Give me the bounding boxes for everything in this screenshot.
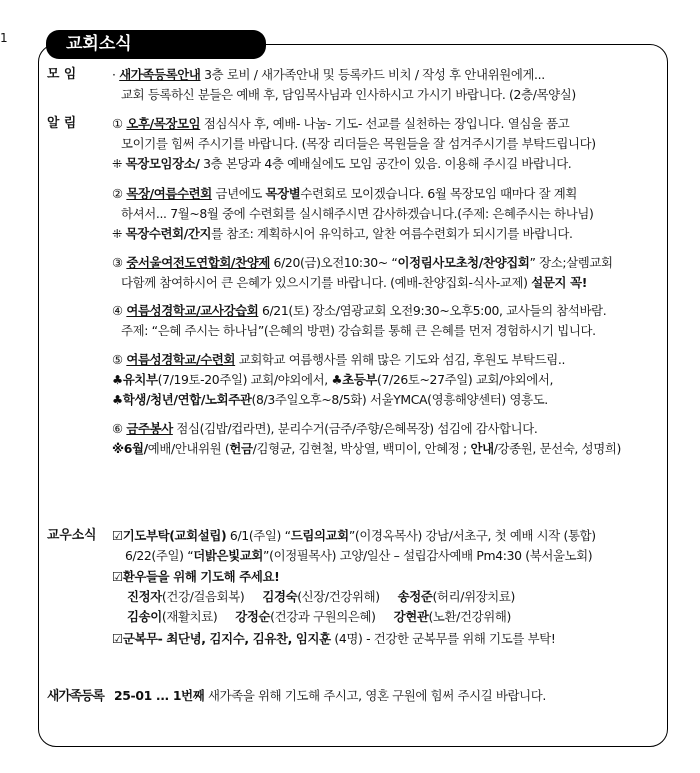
notice-3-title: 중서울여전도연합회/찬양제 — [126, 255, 270, 270]
news-text-1: 6/1(주일) “ — [226, 528, 291, 543]
patients-line-1 — [127, 587, 515, 607]
notice-1-line-2: 모이기를 힘써 주시기를 바랍니다. (목장 리더들은 목원들을 잘 섬겨주시기를 부탁드립니다) — [121, 136, 596, 151]
notice-1-line-1 — [112, 114, 569, 134]
elementary-text: (7/26토~27주일) 교회/야외에서, — [377, 372, 554, 387]
notice-5-number: ⑤ — [112, 352, 123, 367]
patient-name: 진정자 — [127, 589, 162, 604]
guide-names: /강종원, 문선숙, 성명희) — [493, 441, 621, 456]
notice-6-number: ⑥ — [112, 421, 123, 436]
patients-line-2 — [127, 607, 511, 627]
notice-6-line-1 — [112, 419, 538, 439]
patient-note: (재활치료) — [161, 609, 218, 624]
notice-1-title: 오후/목장모임 — [126, 116, 201, 131]
notice-1-subtext: 3층 본당과 4층 예배실에도 모임 공간이 있음. 이용해 주시길 바랍니다. — [199, 156, 572, 171]
notice-6-text: 점심(김밥/컵라면), 분리수거(금주/주향/은혜목장) 섬김에 감사합니다. — [172, 421, 538, 436]
label-church-news: 교우소식 — [47, 528, 97, 543]
ushers-label: 예배/안내위원 ( — [147, 441, 230, 456]
guide-label: 안내 — [470, 441, 494, 456]
patient-name: 강현관 — [393, 609, 429, 624]
notice-2-subtext: 를 참조: 계획하시어 유익하고, 알찬 여름수련회가 되시기를 바랍니다. — [211, 226, 573, 241]
notice-5-line-3 — [112, 390, 548, 410]
prayer-request-title: ☑기도부탁(교회설립) — [112, 528, 227, 543]
label-notice: 알 림 — [47, 116, 77, 131]
corner-mark: 1 — [0, 31, 8, 45]
notice-2-number: ② — [112, 186, 123, 201]
notice-2-line-2: 하셔서... 7월~8월 중에 수련회를 실시해주시면 감사하겠습니다.(주제: 은혜주시는 하나님) — [121, 206, 594, 221]
newcomer-line — [114, 686, 546, 706]
notice-5-text: 교회학교 여름행사를 위해 많은 기도와 섬김, 후원도 부탁드림.. — [235, 352, 566, 367]
patient-name: 강정순 — [235, 609, 271, 624]
section-title: 교회소식 — [46, 30, 266, 59]
gathering-line-2: 교회 등록하신 분들은 예배 후, 담임목사님과 인사하시고 가시기 바랍니다. (2층/목양실) — [121, 87, 576, 102]
patient-note: (허리/위장치료) — [432, 589, 516, 604]
notice-2-line-1 — [112, 184, 577, 204]
notice-4-line-2: 주제: “은혜 주시는 하나님”(은혜의 방편) 강습회를 통해 큰 은혜를 먼저 경험하시기 빕니다. — [121, 323, 596, 338]
notice-5-line-2 — [112, 370, 553, 390]
notice-2-bold: 목장별 — [265, 186, 301, 201]
patient-note: (신장/건강위해) — [297, 589, 380, 604]
youth-label: ♣학생/청년/연합/노회주관 — [112, 392, 252, 407]
notice-5-title: 여름성경학교/수련회 — [126, 352, 236, 367]
notice-3-number: ③ — [112, 255, 123, 270]
patient-name: 송정준 — [397, 589, 433, 604]
label-newcomer: 새가족등록 — [47, 689, 104, 704]
june-label: ※6월/ — [112, 441, 148, 456]
kindergarten-label: ♣유치부 — [112, 372, 158, 387]
notice-4-title: 여름성경학교/교사강습회 — [126, 303, 259, 318]
notice-3-line-1 — [112, 253, 613, 273]
notice-6-title: 금주봉사 — [126, 421, 173, 436]
newcomer-guide-title: 새가족등록안내 — [119, 67, 201, 82]
news-line-1 — [112, 526, 596, 546]
patient-note: (건강/걸음회복) — [161, 589, 245, 604]
notice-3-text-a: 6/20(금)오전10:30~ “ — [269, 255, 398, 270]
news-text-3: 6/22(주일) “ — [125, 548, 194, 563]
military-title: ☑군복무- 최단녕, 김지수, 김유찬, 임지훈 — [112, 631, 331, 646]
notice-2-text-a: 금년에도 — [211, 186, 266, 201]
bullet-icon: ⁜ — [112, 226, 123, 241]
news-line-military — [112, 629, 555, 649]
notice-3-text-c: 다함께 참여하시어 큰 은혜가 있으시기를 바랍니다. (예배-찬양집회-식사-교제) — [121, 275, 532, 290]
news-text-4: ”(이정필목사) 고양/일산 – 설립감사예배 Pm4:30 (북서울노회) — [263, 548, 593, 563]
gathering-line-1: · 새가족등록안내 3층 로비 / 새가족안내 및 등록카드 비치 / 작성 후 안내위원에게... — [112, 67, 545, 82]
notice-2-text-b: 수련회로 모이겠습니다. 6월 목장모임 때마다 잘 계획 — [300, 186, 578, 201]
notice-2-line-3 — [112, 224, 573, 244]
notice-4-text: 6/21(토) 장소/염광교회 오전9:30~오후5:00, 교사들의 참석바람. — [258, 303, 607, 318]
patient-note: (건강과 구원의은혜) — [270, 609, 376, 624]
notice-1-subtitle: 목장모임장소/ — [125, 156, 200, 171]
notice-1-text: 점심식사 후, 예배- 나눔- 기도- 선교를 실천하는 장입니다. 열심을 품고 — [200, 116, 570, 131]
newcomer-text: 새가족을 위해 기도해 주시고, 영혼 구원에 힘써 주시길 바랍니다. — [204, 688, 546, 703]
military-text: (4명) - 건강한 군복무를 위해 기도를 부탁! — [330, 631, 556, 646]
notice-3-line-2 — [121, 273, 587, 293]
bullet-icon: ⁜ — [112, 156, 123, 171]
elementary-label: ♣초등부 — [331, 372, 377, 387]
church-name-2: 더밝은빛교회 — [193, 548, 264, 563]
news-line-3: ☑환우들을 위해 기도해 주세요! — [112, 569, 280, 584]
kindergarten-text: (7/19토-20주일) 교회/야외에서, — [157, 372, 332, 387]
label-gathering: 모 임 — [47, 67, 77, 82]
patient-name: 김경숙 — [262, 589, 298, 604]
offering-label: 헌금 — [229, 441, 253, 456]
notice-2-subtitle: 목장수련회/간지 — [125, 226, 212, 241]
patient-note: (노환/건강위해) — [428, 609, 511, 624]
news-text-2: ”(이경옥목사) 강남/서초구, 첫 예배 시작 (통합) — [348, 528, 596, 543]
notice-4-line-1 — [112, 301, 606, 321]
notice-3-bold: 이정림사모초청/찬양집회 — [397, 255, 530, 270]
church-name-1: 드림의교회 — [290, 528, 349, 543]
patient-name: 김송이 — [127, 609, 162, 624]
notice-2-title: 목장/여름수련회 — [126, 186, 212, 201]
news-line-2 — [125, 546, 592, 566]
youth-text: (8/3주일오후~8/5화) 서울YMCA(영흥해양센터) 영흥도. — [251, 392, 548, 407]
offering-names: /김형균, 김현철, 박상열, 백미이, 안혜정 ; — [252, 441, 471, 456]
notice-1-number: ① — [112, 116, 123, 131]
notice-1-line-3 — [112, 154, 571, 174]
notice-6-line-2 — [112, 439, 621, 459]
newcomer-count: 25-01 ... 1번째 — [114, 688, 205, 703]
notice-3-survey: 설문지 꼭! — [531, 275, 587, 290]
notice-5-line-1 — [112, 350, 565, 370]
notice-4-number: ④ — [112, 303, 123, 318]
notice-3-text-b: ” 장소;살렘교회 — [529, 255, 613, 270]
gathering-text: 3층 로비 / 새가족안내 및 등록카드 비치 / 작성 후 안내위원에게... — [200, 67, 545, 82]
